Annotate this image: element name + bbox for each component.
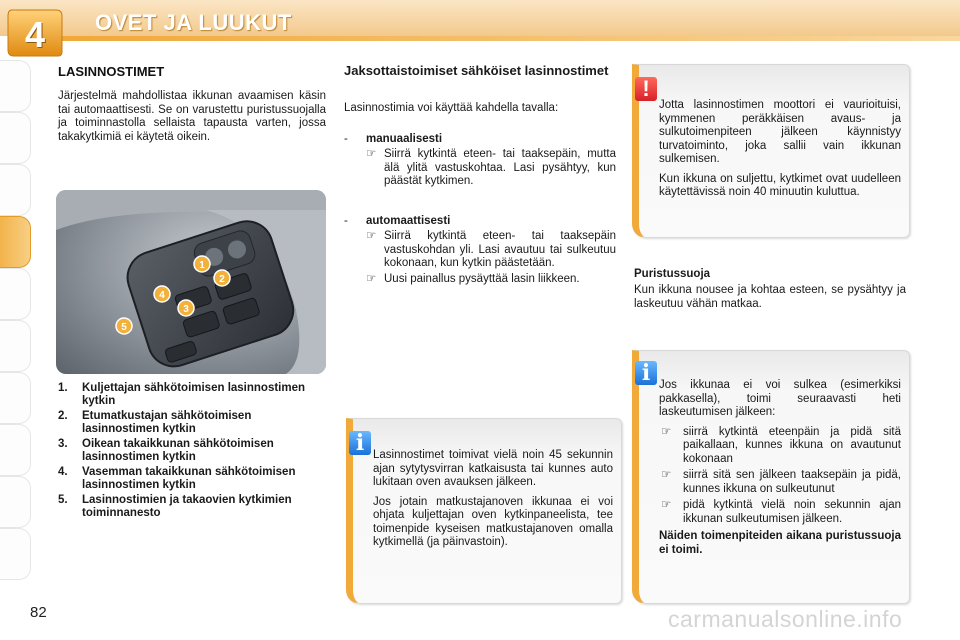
info-step: ☞ pidä kytkintä vielä noin sekunnin ajan ikkunan sulkeutumisen jälkeen. <box>661 499 901 525</box>
chapter-tab-3[interactable] <box>0 164 31 216</box>
anti-pinch-heading: Puristussuoja <box>634 268 711 280</box>
chapter-tab-1[interactable] <box>0 60 31 112</box>
chapter-tab-5[interactable] <box>0 268 31 320</box>
mode-manual-label: manuaalisesti <box>366 133 443 145</box>
info-step: ☞ siirrä kytkintä eteenpäin ja pidä sitä paikallaan, kunnes ikkuna on avautunut kokonaan <box>661 425 901 465</box>
anti-pinch-section <box>634 268 906 311</box>
section-intro: Järjestelmä mahdollistaa ikkunan avaamisen käsin tai automaattisesti. Se on varustettu puristussuojalla ja toiminnastolla sellaista tapausta varten, jossa takakytkimiä ei käytetä oikein. <box>58 90 326 143</box>
legend-item: 5. Lasinnostimien ja takaovien kytkimien toiminnanesto <box>58 494 292 519</box>
mode-auto-item: ☞ Siirrä kytkintä eteen- tai taaksepäin vastuskohdan yli. Lasi avautuu tai sulkeutuu kokonaan, kun kytkin päästetään. <box>366 230 616 269</box>
chapter-tab-9[interactable] <box>0 476 31 528</box>
svg-text:3: 3 <box>183 304 189 315</box>
chapter-tab-4[interactable] <box>0 216 31 268</box>
pointer-hand-icon: ☞ <box>661 425 672 438</box>
info-intro: Jos ikkunaa ei voi sulkea (esimerkiksi pakkasella), toimi seuraavasti heti laskeutumisen jälkeen: <box>659 379 901 418</box>
chapter-tab-8[interactable] <box>0 424 31 476</box>
svg-text:1: 1 <box>199 260 205 271</box>
chapter-number: 4 <box>24 14 46 55</box>
legend-item: 3. Oikean takaikkunan sähkötoimisen lasinnostimen kytkin <box>58 438 274 463</box>
svg-text:5: 5 <box>121 322 127 333</box>
anti-pinch-text: Kun ikkuna nousee ja kohtaa esteen, se pysähtyy ja laskeutuu vähän matkaa. <box>634 284 906 310</box>
legend-item: 2. Etumatkustajan sähkötoimisen lasinnostimen kytkin <box>58 410 252 435</box>
chapter-tab-2[interactable] <box>0 112 31 164</box>
mode-auto: - automaattisesti ☞ Siirrä kytkintä eteen- tai taaksepäin vastuskohdan yli. Lasi avautuu tai sulkeutuu kokonaan, kun kytkin päästetään. ☞ Uusi painallus pysäyttää lasin liikkeen. <box>344 215 616 285</box>
header-rule <box>52 36 960 41</box>
page-number: 82 <box>30 604 47 621</box>
info-icon: i <box>635 361 657 385</box>
info-step: ☞ siirrä sitä sen jälkeen taaksepäin ja pidä, kunnes ikkuna on sulkeutunut <box>661 469 901 495</box>
subsection-intro: Lasinnostimia voi käyttää kahdella tavalla: <box>344 102 559 114</box>
chapter-tab-10[interactable] <box>0 528 31 580</box>
info-footer: Näiden toimenpiteiden aikana puristussuoja ei toimi. <box>659 530 901 556</box>
chapter-tabs <box>0 60 36 580</box>
page-title: OVET JA LUUKUT <box>95 10 292 35</box>
info-box-timing <box>346 418 622 604</box>
info-box-reset <box>632 350 910 604</box>
pointer-hand-icon: ☞ <box>661 469 672 481</box>
chapter-badge <box>6 6 64 58</box>
switch-legend <box>58 382 328 522</box>
pointer-hand-icon: ☞ <box>366 148 377 160</box>
page-header <box>0 0 960 56</box>
switch-panel-illustration <box>56 190 326 374</box>
mode-auto-item: ☞ Uusi painallus pysäyttää lasin liikkeen. <box>366 272 580 285</box>
chapter-tab-6[interactable] <box>0 320 31 372</box>
warning-icon: ! <box>635 77 657 101</box>
warning-paragraph: Jotta lasinnostimen moottori ei vaurioituisi, kymmenen peräkkäisen avaus- ja sulkutoimenpiteen jälkeen käynnistyy turvatoiminto, joka sallii vain ikkunan sulkemisen. <box>659 99 901 165</box>
watermark: carmanualsonline.info <box>668 606 903 632</box>
warning-paragraph: Kun ikkuna on suljettu, kytkimet ovat uudelleen käytettävissä noin 40 minuutin kuluttua. <box>659 172 901 198</box>
photo-callout-2 <box>214 270 230 286</box>
photo-callout-3 <box>178 300 194 316</box>
legend-item: 4. Vasemman takaikkunan sähkötoimisen lasinnostimen kytkin <box>58 466 296 491</box>
window-switch-photo <box>56 190 326 374</box>
chapter-tab-7[interactable] <box>0 372 31 424</box>
pointer-hand-icon: ☞ <box>366 272 377 285</box>
pointer-hand-icon: ☞ <box>366 230 377 242</box>
photo-callout-1 <box>194 256 210 272</box>
photo-callout-4 <box>154 286 170 302</box>
mode-manual: - manuaalisesti ☞ Siirrä kytkintä eteen- tai taaksepäin, mutta älä ylitä vastuskohtaa. Lasi pysähtyy, kun päästät kytkimen. <box>344 133 616 187</box>
svg-text:4: 4 <box>159 290 165 301</box>
subsection-heading: Jaksottaistoimiset sähköiset lasinnostimet <box>344 63 609 78</box>
section-heading: LASINNOSTIMET <box>58 64 165 79</box>
legend-item: 1. Kuljettajan sähkötoimisen lasinnostimen kytkin <box>58 382 306 407</box>
warning-box <box>632 64 910 238</box>
svg-text:2: 2 <box>219 274 225 285</box>
photo-callout-5 <box>116 318 132 334</box>
mode-manual-item: ☞ Siirrä kytkintä eteen- tai taaksepäin, mutta älä ylitä vastuskohtaa. Lasi pysähtyy, kun päästät kytkimen. <box>366 148 616 187</box>
mode-auto-label: automaattisesti <box>366 215 451 227</box>
info-icon: i <box>349 431 371 455</box>
info-paragraph: Lasinnostimet toimivat vielä noin 45 sekunnin ajan sytytysvirran katkaisusta tai kunnes auto lukitaan oven avauksen jälkeen. <box>373 449 613 488</box>
pointer-hand-icon: ☞ <box>661 499 672 511</box>
info-paragraph: Jos jotain matkustajanoven ikkunaa ei voi ohjata kuljettajan oven kytkinpaneelista, tee toimenpide kyseisen matkustajanoven omalla kytkimellä (ja päinvastoin). <box>373 495 613 548</box>
